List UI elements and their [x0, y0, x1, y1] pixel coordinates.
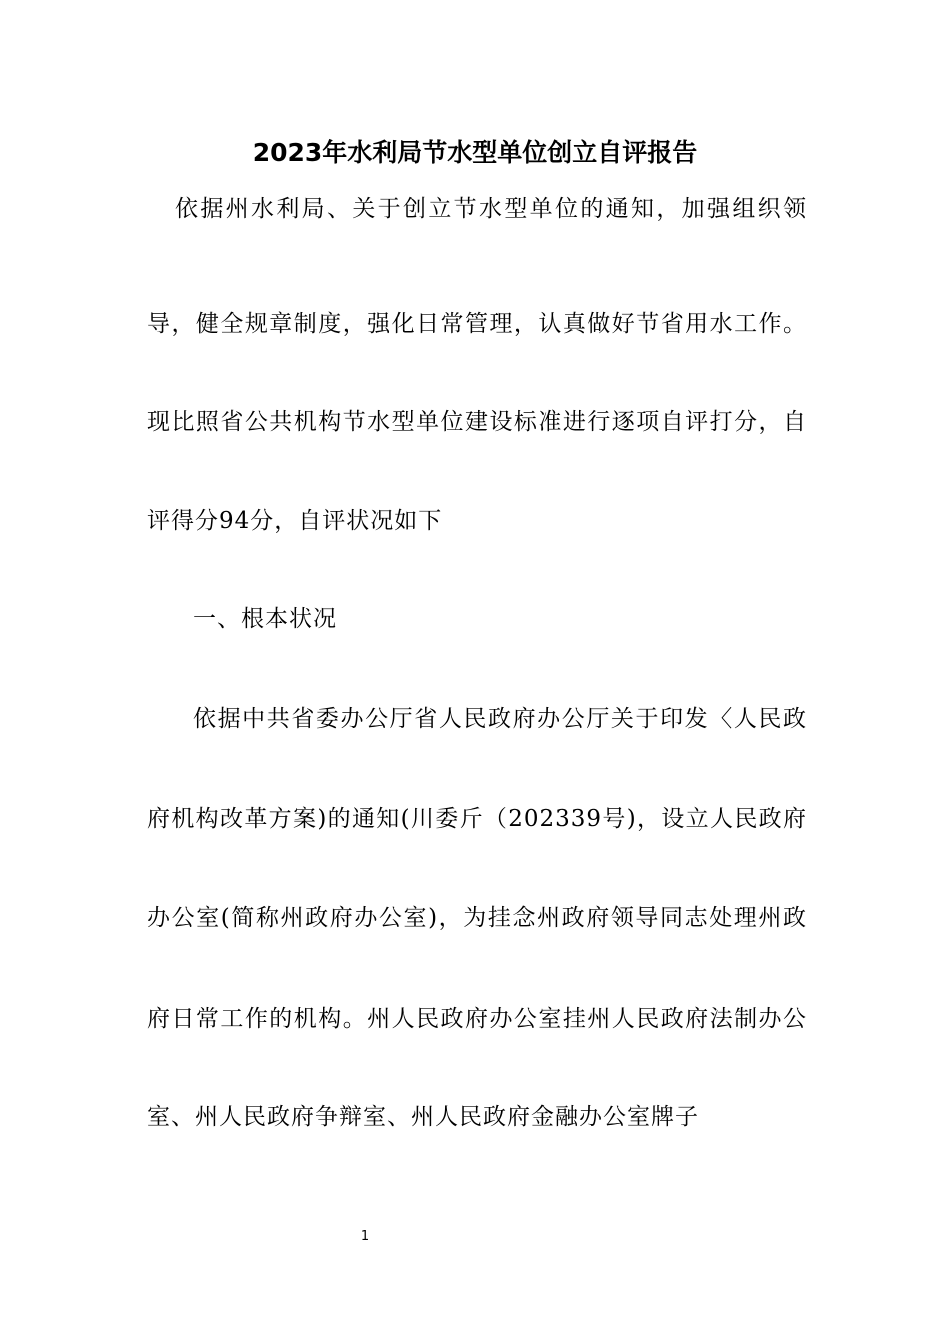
paragraph-line: 府机构改革方案)的通知(川委斤（202339号)，设立人民政府: [147, 806, 807, 832]
paragraph-line: 评得分94分，自评状况如下: [147, 508, 443, 534]
page-number: 1: [360, 1229, 370, 1244]
paragraph-line: 依据中共省委办公厅省人民政府办公厅关于印发〈人民政: [193, 706, 807, 732]
paragraph-line: 府日常工作的机构。州人民政府办公室挂州人民政府法制办公: [147, 1006, 807, 1032]
paragraph-line: 室、州人民政府争辩室、州人民政府金融办公室牌子: [147, 1104, 699, 1130]
document-title: 2023年水利局节水型单位创立自评报告: [252, 138, 698, 167]
paragraph-line: 办公室(简称州政府办公室)，为挂念州政府领导同志处理州政: [147, 905, 807, 931]
paragraph-line: 现比照省公共机构节水型单位建设标准进行逐项自评打分，自: [147, 409, 807, 435]
paragraph-line: 依据州水利局、关于创立节水型单位的通知，加强组织领: [175, 196, 807, 222]
section-heading: 一、根本状况: [193, 606, 337, 632]
paragraph-line: 导，健全规章制度，强化日常管理，认真做好节省用水工作。: [147, 311, 807, 337]
